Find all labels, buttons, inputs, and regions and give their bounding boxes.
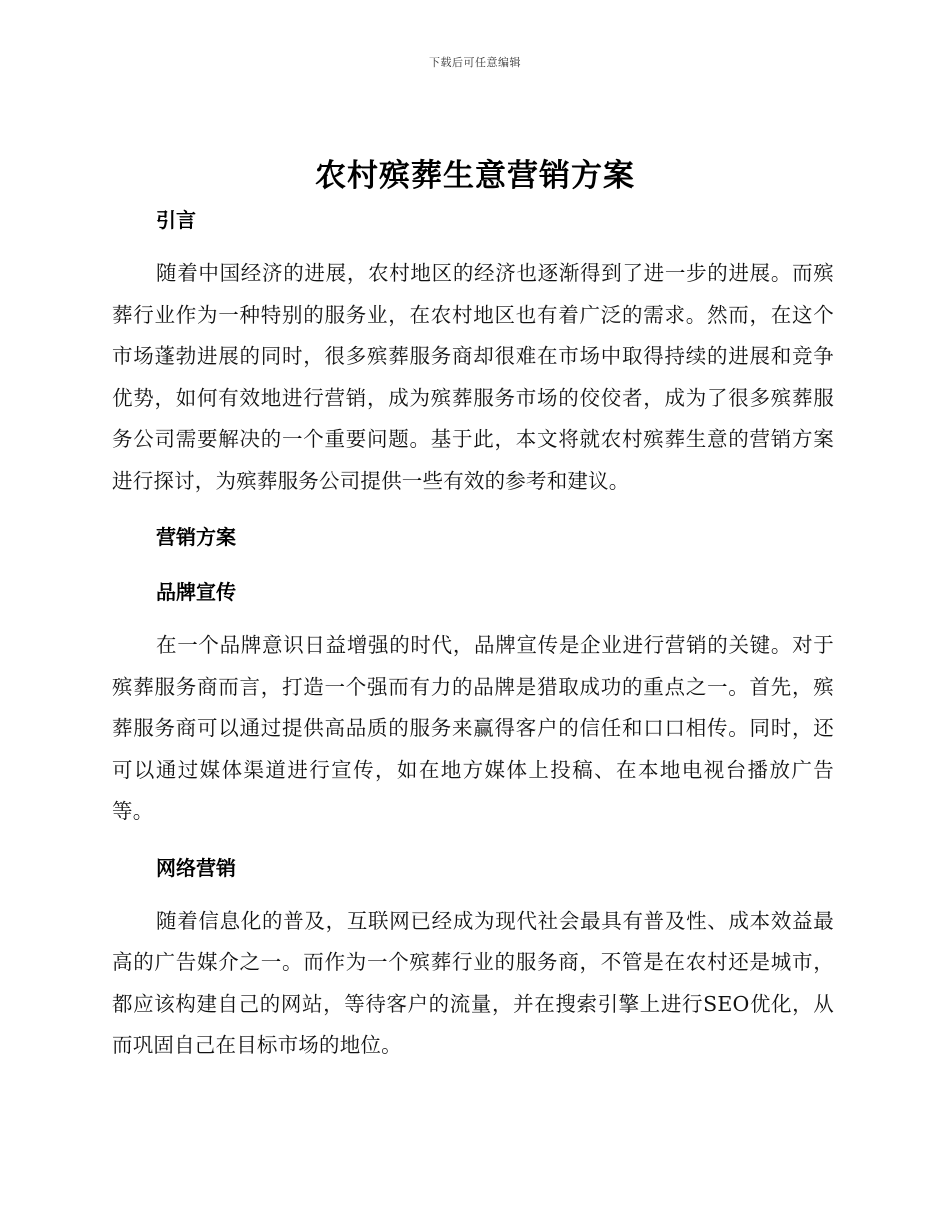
section-heading-introduction: 引言	[156, 208, 196, 232]
document-title: 农村殡葬生意营销方案	[315, 158, 635, 194]
paragraph-online-marketing: 随着信息化的普及，互联网已经成为现代社会最具有普及性、成本效益最高的广告媒介之一。而作为一个殡葬行业的服务商，不管是在农村还是城市，都应该构建自己的网站，等待客户的流量，并在搜索引擎上进行SEO优化，从而巩固自己在目标市场的地位。	[112, 908, 834, 1057]
section-heading-marketing-plan: 营销方案	[156, 525, 236, 549]
document-body	[112, 200, 834, 1082]
section-heading-brand-promotion: 品牌宣传	[156, 580, 236, 604]
paragraph-introduction: 随着中国经济的进展，农村地区的经济也逐渐得到了进一步的进展。而殡葬行业作为一种特别的服务业，在农村地区也有着广泛的需求。然而，在这个市场蓬勃进展的同时，很多殡葬服务商却很难在市场中取得持续的进展和竞争优势，如何有效地进行营销，成为殡葬服务市场的佼佼者，成为了很多殡葬服务公司需要解决的一个重要问题。基于此，本文将就农村殡葬生意的营销方案进行探讨，为殡葬服务公司提供一些有效的参考和建议。	[112, 261, 834, 493]
section-heading-online-marketing: 网络营销	[156, 855, 236, 880]
paragraph-brand-promotion: 在一个品牌意识日益增强的时代，品牌宣传是企业进行营销的关键。对于殡葬服务商而言，打造一个强而有力的品牌是猎取成功的重点之一。首先，殡葬服务商可以通过提供高品质的服务来赢得客户的信任和口口相传。同时，还可以通过媒体渠道进行宣传，如在地方媒体上投稿、在本地电视台播放广告等。	[112, 633, 834, 823]
header-note: 下载后可任意编辑	[429, 56, 521, 69]
